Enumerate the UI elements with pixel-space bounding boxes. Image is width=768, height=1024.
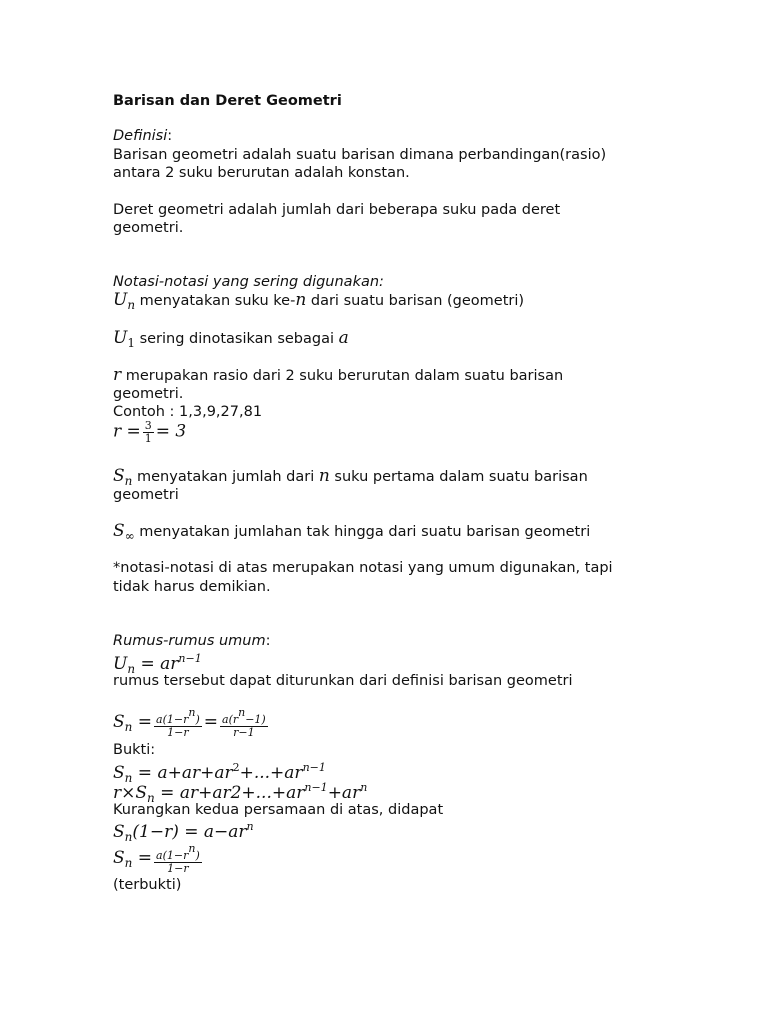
symbol-sn: $S_n$ bbox=[113, 466, 133, 488]
notation-u1 bbox=[113, 329, 349, 352]
notation-sinf-text: menyatakan jumlahan tak hingga dari suatu barisan geometri bbox=[139, 524, 591, 540]
notation-sn-text-a: menyatakan jumlah dari bbox=[137, 469, 315, 485]
ratio-lhs: r = bbox=[113, 421, 141, 442]
terbukti-line: (terbukti) bbox=[113, 877, 182, 893]
note-line-1: *notasi-notasi di atas merupakan notasi yang umum digunakan, tapi bbox=[113, 560, 613, 576]
rumus-heading: Rumus-rumus umum: bbox=[113, 633, 271, 649]
symbol-u1: $U_1$ bbox=[113, 328, 135, 350]
proof-line-2: $r\times S_n = ar+ar2+...+ar^{n-1}+ar^n$ bbox=[113, 781, 368, 805]
deret-line-2: geometri. bbox=[113, 220, 184, 236]
notation-r-line-1 bbox=[113, 366, 563, 385]
definisi-colon: : bbox=[167, 128, 173, 144]
notasi-heading: Notasi-notasi yang sering digunakan: bbox=[113, 274, 384, 290]
formula-un-explanation: rumus tersebut dapat diturunkan dari definisi barisan geometri bbox=[113, 673, 573, 689]
definition-line-2: antara 2 suku berurutan adalah konstan. bbox=[113, 165, 410, 181]
notation-sn-line-2: geometri bbox=[113, 487, 179, 503]
notation-sn bbox=[113, 467, 588, 490]
notation-r-text: merupakan rasio dari 2 suku berurutan dalam suatu barisan bbox=[125, 368, 564, 384]
symbol-r: r bbox=[113, 365, 122, 385]
proof-line-4: $S_n$ = $\frac{a(1-rn)}{1-r}$ bbox=[113, 842, 200, 875]
symbol-n-2: n bbox=[318, 466, 330, 486]
notation-un bbox=[113, 291, 524, 314]
formula-sn-fraction-1: $\frac{a(1-rn)}{1-r}$ bbox=[156, 706, 200, 739]
notation-un-text-b: dari suatu barisan (geometri) bbox=[310, 293, 525, 309]
formula-un: $U_n = ar^{n-1}$ bbox=[113, 652, 202, 676]
symbol-n: n bbox=[295, 290, 307, 310]
bukti-label: Bukti: bbox=[113, 742, 156, 758]
ratio-fraction: $\frac{3}{1}$ bbox=[144, 419, 152, 445]
contoh-line: Contoh : 1,3,9,27,81 bbox=[113, 404, 263, 420]
notation-sinf bbox=[113, 522, 590, 545]
formula-sn-fraction-2: $\frac{a(rn-1)}{r-1}$ bbox=[222, 706, 266, 739]
deret-line-1: Deret geometri adalah jumlah dari beberapa suku pada deret bbox=[113, 202, 561, 218]
notation-u1-text: sering dinotasikan sebagai bbox=[139, 331, 335, 347]
note-line-2: tidak harus demikian. bbox=[113, 579, 271, 595]
notation-un-text-a: menyatakan suku ke- bbox=[139, 293, 296, 309]
definisi-heading bbox=[113, 127, 172, 145]
definisi-label: Definisi bbox=[113, 128, 168, 144]
proof-line-3: $S_n(1-r) = a-ar^n$ bbox=[113, 820, 254, 844]
ratio-result: = 3 bbox=[155, 421, 187, 442]
notation-r-line-2: geometri. bbox=[113, 386, 184, 402]
symbol-s-infinity: $S_\infty$ bbox=[113, 521, 135, 543]
page-title: Barisan dan Deret Geometri bbox=[113, 93, 342, 109]
notation-sn-text-b: suku pertama dalam suatu barisan bbox=[334, 469, 588, 485]
proof-fraction: $\frac{a(1-rn)}{1-r}$ bbox=[156, 842, 200, 875]
definition-line-1: Barisan geometri adalah suatu barisan dimana perbandingan(rasio) bbox=[113, 147, 607, 163]
symbol-un: $U_n$ bbox=[113, 290, 136, 312]
kurangkan-line: Kurangkan kedua persamaan di atas, didapat bbox=[113, 802, 444, 818]
formula-sn: $S_n$ = $\frac{a(1-rn)}{1-r}$ = $\frac{a(rn-1)}{r-1}$ bbox=[113, 706, 266, 739]
proof-line-1: $S_n = a+ar+ar^2+...+ar^{n-1}$ bbox=[113, 761, 326, 785]
ratio-example bbox=[113, 420, 186, 445]
symbol-a: a bbox=[338, 328, 349, 348]
